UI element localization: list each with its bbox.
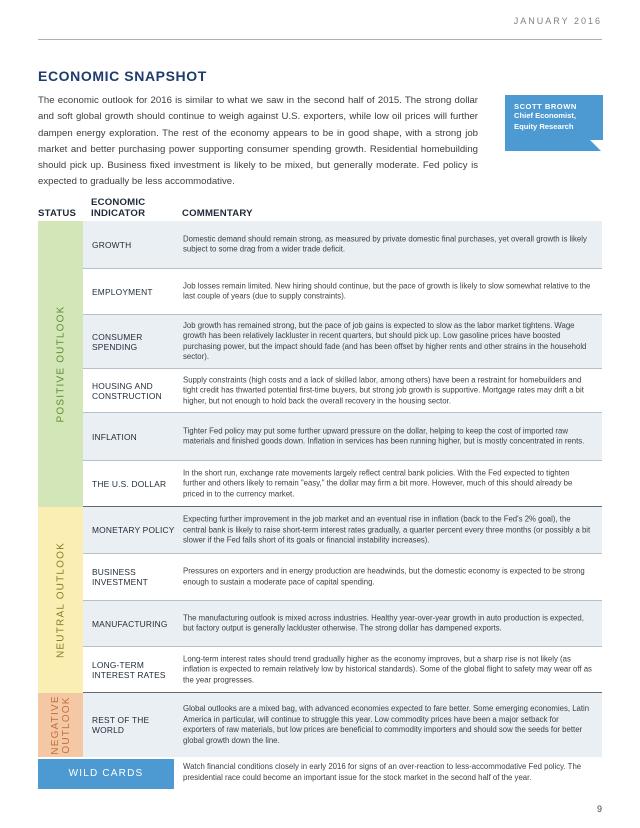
author-name: SCOTT BROWN bbox=[514, 102, 577, 111]
table-row bbox=[83, 601, 602, 647]
table-row bbox=[83, 221, 602, 269]
indicator-name: MANUFACTURING bbox=[92, 618, 168, 629]
top-divider bbox=[38, 39, 602, 40]
indicator-commentary: Global outlooks are a mixed bag, with advanced economies expected to fare better. Some emerging economies, Latin America in particular, will continue to struggle this year. Low commodity prices have been a major setback for exporters of raw materials, but low prices are beneficial to commodity importers and should sow the seeds for better global growth down the line. bbox=[183, 704, 590, 745]
status-label-negative-line1: NEGATIVE bbox=[49, 695, 61, 755]
status-band-negative bbox=[38, 693, 83, 757]
table-row bbox=[83, 461, 602, 507]
table-header bbox=[38, 197, 602, 221]
indicator-table bbox=[83, 221, 602, 757]
status-label-negative-line2: OUTLOOK bbox=[60, 696, 72, 754]
status-band-positive bbox=[38, 221, 83, 507]
table-row bbox=[83, 369, 602, 413]
table-row bbox=[83, 269, 602, 315]
table-row bbox=[83, 413, 602, 461]
wild-cards-label: WILD CARDS bbox=[68, 768, 144, 779]
author-callout bbox=[505, 95, 603, 151]
indicator-name: MONETARY POLICY bbox=[92, 525, 175, 535]
status-label-neutral: NEUTRAL OUTLOOK bbox=[55, 542, 66, 658]
table-row bbox=[83, 507, 602, 554]
indicator-name: BUSINESS INVESTMENT bbox=[92, 567, 148, 587]
indicator-name: REST OF THE WORLD bbox=[92, 715, 150, 735]
indicator-name: LONG-TERM INTEREST RATES bbox=[92, 659, 166, 680]
author-callout-corner bbox=[590, 140, 603, 153]
header-indicator-line2: INDICATOR bbox=[91, 208, 146, 219]
author-role-line2: Equity Research bbox=[514, 121, 574, 131]
header-indicator-line1: ECONOMIC bbox=[91, 197, 146, 208]
indicator-commentary: Expecting further improvement in the job market and an eventual rise in inflation (back to the Fed's 2% goal), the central bank is likely to raise short-term interest rates gradually, a quarter percent every three months (or possibly a bit slower if the Fed falls short of its goals or financial instability increases). bbox=[183, 514, 591, 545]
wild-cards-commentary: Watch financial conditions closely in early 2016 for signs of an over-reaction to less-accommodative Fed policy. The presidential race could become an important issue for the stock market in the second half of the year. bbox=[183, 762, 582, 782]
indicator-commentary: Job growth has remained strong, but the pace of job gains is expected to slow as the labor market tightens. Wage growth has been relatively lackluster in recent quarters, but should pick up. Low gasoline prices have boosted purchasing power, but the impact should fade (and has been offset by higher rents and other strains in the household sector). bbox=[183, 320, 587, 361]
table-row bbox=[83, 693, 602, 757]
indicator-commentary: In the short run, exchange rate movements largely reflect central bank policies. With the Fed expected to tighten further and others likely to remain "easy," the dollar may firm a bit more. However, much of this should already be priced in to the currency market. bbox=[183, 467, 573, 498]
page-title: ECONOMIC SNAPSHOT bbox=[38, 68, 207, 84]
indicator-name: GROWTH bbox=[92, 239, 132, 250]
header-indicator bbox=[91, 197, 145, 219]
wild-cards-band bbox=[38, 759, 174, 789]
indicator-commentary: Domestic demand should remain strong, as measured by private domestic final purchases, yet overall growth is likely subject to some drag from a wider trade deficit. bbox=[183, 234, 587, 254]
indicator-name: THE U.S. DOLLAR bbox=[92, 478, 167, 489]
intro-paragraph: The economic outlook for 2016 is similar to what we saw in the second half of 2015. The strong dollar and soft global growth should continue to weigh against U.S. exporters, while low oil prices will further dampen energy exploration. The rest of the economy appears to be in good shape, with a strong job market and better purchasing power supporting consumer spending growth. Residential homebuilding should pick up. Business fixed investment is likely to be mixed, but generally moderate. Fed policy is expected to gradually be less accommodative. bbox=[38, 95, 478, 188]
indicator-name: HOUSING AND CONSTRUCTION bbox=[92, 380, 162, 401]
header-commentary: COMMENTARY bbox=[182, 208, 253, 219]
indicator-name: INFLATION bbox=[92, 431, 137, 442]
table-row bbox=[83, 315, 602, 369]
indicator-commentary: Long-term interest rates should trend gradually higher as the economy improves, but a sharp rise is not likely (as inflation is expected to remain relatively low by historical standards). Some of the global flight to safety may wear off as the year progresses. bbox=[183, 653, 592, 684]
indicator-commentary: Tighter Fed policy may put some further upward pressure on the dollar, helping to keep the cost of imported raw materials and finished goods down. Inflation in services has been running higher, but is mostly concentrated in rents. bbox=[183, 426, 585, 446]
header-status: STATUS bbox=[38, 208, 77, 219]
issue-date: JANUARY 2016 bbox=[513, 16, 602, 26]
table-row bbox=[83, 647, 602, 693]
indicator-commentary: The manufacturing outlook is mixed across industries. Healthy year-over-year growth in auto production is expected, but factory output is generally lackluster otherwise. The strong dollar has dampened exports. bbox=[183, 613, 584, 633]
page-number: 9 bbox=[596, 804, 602, 814]
status-label-negative bbox=[50, 695, 72, 754]
indicator-commentary: Job losses remain limited. New hiring should continue, but the pace of growth is likely to slow somewhat relative to the last couple of years (due to supply constraints). bbox=[183, 281, 591, 301]
indicator-name: EMPLOYMENT bbox=[92, 286, 153, 297]
author-role-line1: Chief Economist, bbox=[514, 111, 577, 120]
status-label-positive: POSITIVE OUTLOOK bbox=[55, 305, 66, 423]
indicator-commentary: Pressures on exporters and in energy production are headwinds, but the domestic economy is expected to be strong enough to sustain a moderate pace of capital spending. bbox=[183, 566, 585, 586]
status-band-neutral bbox=[38, 507, 83, 693]
indicator-name: CONSUMER SPENDING bbox=[92, 331, 143, 352]
indicator-commentary: Supply constraints (high costs and a lack of skilled labor, among others) have been a restraint for homebuilders and tight credit has thwarted potential first-time buyers, but strong job growth is supportive. Mortgage rates may drift a bit higher, but not enough to hold back the overall recovery in the housing sector. bbox=[183, 374, 584, 405]
table-row bbox=[83, 554, 602, 601]
